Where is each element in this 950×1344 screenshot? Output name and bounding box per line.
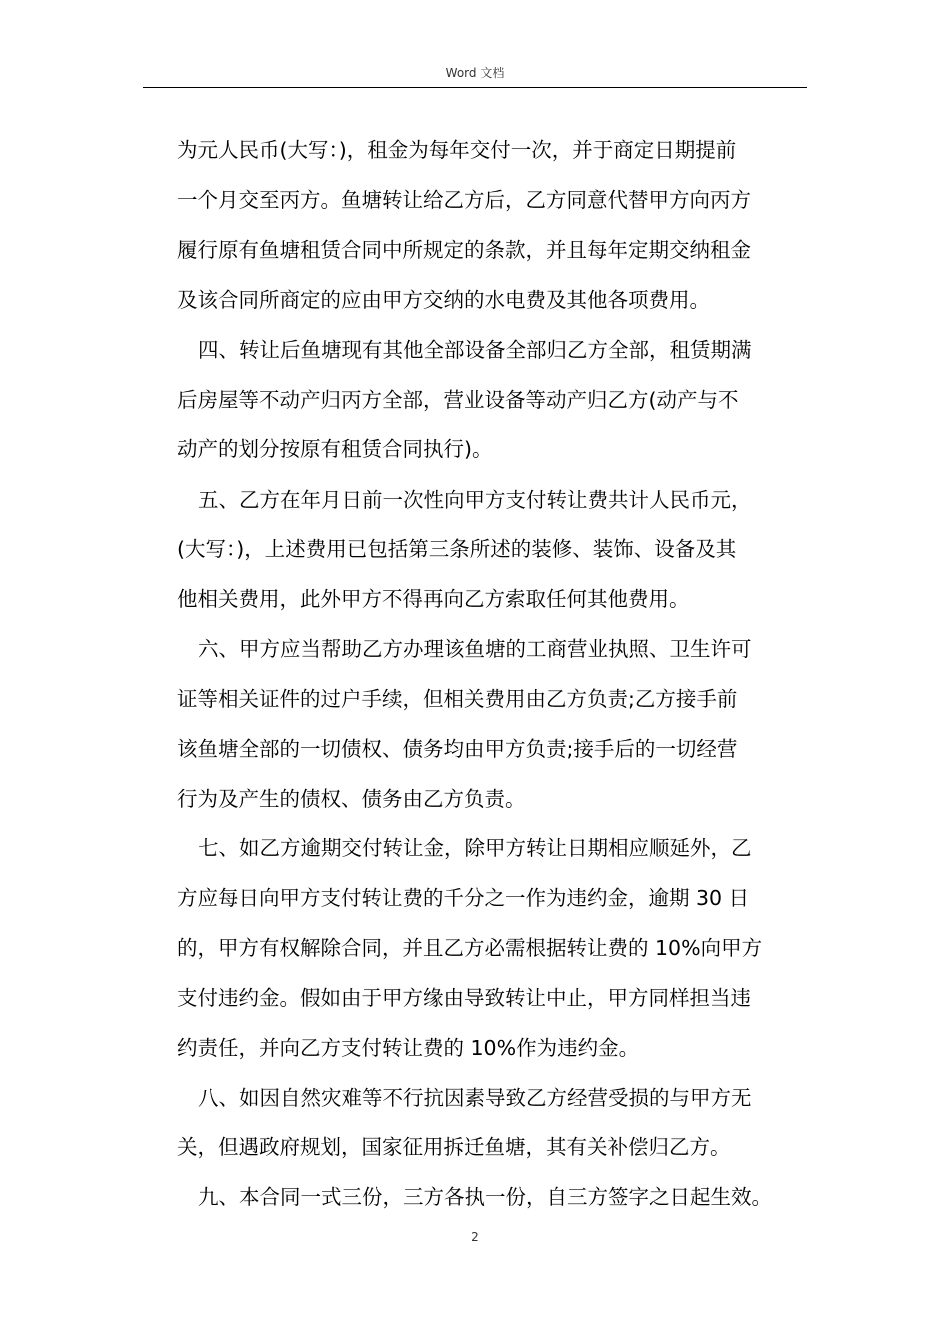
page-number: 2	[471, 1230, 479, 1244]
text-line: 为元人民币(大写：)，租金为每年交付一次，并于商定日期提前	[177, 138, 737, 162]
text-line: 的，甲方有权解除合同，并且乙方必需根据转让费的 10%向甲方	[177, 936, 763, 960]
text-line: 九、本合同一式三份，三方各执一份，自三方签字之日起生效。	[198, 1185, 772, 1209]
text-line: 关，但遇政府规划，国家征用拆迁鱼塘，其有关补偿归乙方。	[177, 1135, 731, 1159]
text-line: 履行原有鱼塘租赁合同中所规定的条款，并且每年定期交纳租金	[177, 238, 751, 262]
text-line: 方应每日向甲方支付转让费的千分之一作为违约金，逾期 30 日	[177, 886, 750, 910]
text-line: 该鱼塘全部的一切债权、债务均由甲方负责;接手后的一切经营	[177, 737, 738, 761]
text-line: 六、甲方应当帮助乙方办理该鱼塘的工商营业执照、卫生许可	[198, 637, 752, 661]
text-line: 五、乙方在年月日前一次性向甲方支付转让费共计人民币元，	[198, 488, 752, 512]
text-line: 及该合同所商定的应由甲方交纳的水电费及其他各项费用。	[177, 288, 710, 312]
text-line: 行为及产生的债权、债务由乙方负责。	[177, 787, 526, 811]
text-line: 他相关费用，此外甲方不得再向乙方索取任何其他费用。	[177, 587, 690, 611]
text-line: 七、如乙方逾期交付转让金，除甲方转让日期相应顺延外，乙	[198, 836, 752, 860]
text-line: 八、如因自然灾难等不行抗因素导致乙方经营受损的与甲方无	[198, 1086, 752, 1110]
text-line: 证等相关证件的过户手续，但相关费用由乙方负责;乙方接手前	[177, 687, 738, 711]
text-line: 四、转让后鱼塘现有其他全部设备全部归乙方全部，租赁期满	[198, 338, 752, 362]
text-line: 后房屋等不动产归丙方全部，营业设备等动产归乙方(动产与不	[177, 388, 739, 412]
text-line: 动产的划分按原有租赁合同执行)。	[177, 437, 493, 461]
text-line: 一个月交至丙方。鱼塘转让给乙方后，乙方同意代替甲方向丙方	[177, 188, 751, 212]
text-line: 支付违约金。假如由于甲方缘由导致转让中止，甲方同样担当违	[177, 986, 751, 1010]
text-line: (大写：)，上述费用已包括第三条所述的装修、装饰、设备及其	[177, 537, 737, 561]
header-divider	[143, 87, 807, 88]
text-line: 约责任，并向乙方支付转让费的 10%作为违约金。	[177, 1036, 640, 1060]
page-header: Word 文档	[445, 66, 505, 80]
